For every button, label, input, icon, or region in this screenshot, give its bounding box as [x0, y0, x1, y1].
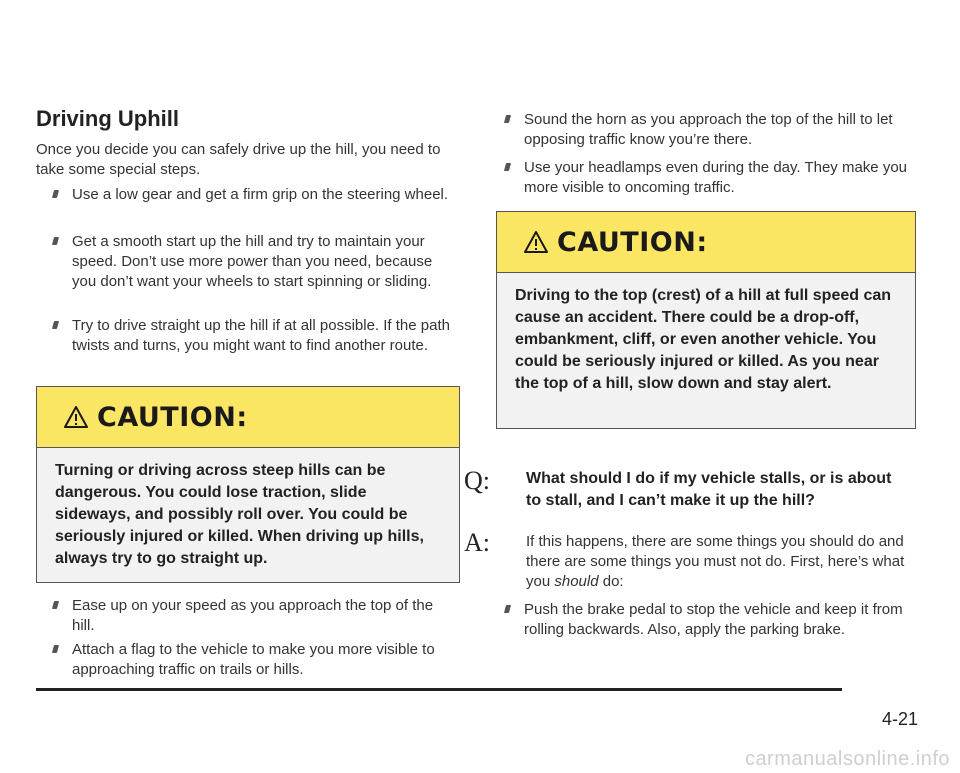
list-item-text: Push the brake pedal to stop the vehicle and keep it from rolling backwards. Also, apply the parking brake.: [524, 601, 903, 638]
list-item: [524, 600, 914, 640]
answer-emphasis: should: [554, 573, 599, 590]
caution-header: [37, 387, 459, 448]
list-item: [72, 185, 452, 205]
page-number: 4-21: [881, 709, 918, 729]
caution-text: Turning or driving across steep hills can be dangerous. You could lose traction, slide sideways, and possibly roll over. You could be seriously injured or killed. When driving up hills, always try to go straight up.: [55, 462, 424, 567]
caution-text: Driving to the top (crest) of a hill at full speed can cause an accident. There could be a drop-off, embankment, cliff, or even another vehicle. You could be seriously injured or killed. As you near the top of a hill, slow down and stay alert.: [515, 287, 892, 392]
question-text: What should I do if my vehicle stalls, or is about to stall, and I can’t make it up the hill?: [526, 470, 892, 509]
warning-triangle-icon: [523, 230, 549, 254]
bullet-icon: [52, 644, 59, 654]
list-item: [72, 232, 452, 292]
watermark: carmanualsonline.info: [744, 748, 950, 770]
bullet-icon: [52, 189, 59, 199]
warning-triangle-icon: [63, 405, 89, 429]
list-item-text: Use your headlamps even during the day. They make you more visible to oncoming traffic.: [524, 159, 907, 196]
bullet-icon: [504, 114, 511, 124]
caution-label: CAUTION:: [557, 226, 708, 258]
section-title: Driving Uphill: [36, 106, 179, 131]
bullet-icon: [504, 604, 511, 614]
answer-tail: do:: [598, 573, 624, 590]
answer-marker: A:: [464, 528, 490, 557]
question-marker: Q:: [464, 466, 490, 495]
bullet-icon: [52, 236, 59, 246]
list-item-text: Ease up on your speed as you approach the top of the hill.: [72, 597, 434, 634]
list-item: [524, 110, 914, 150]
list-item-text: Sound the horn as you approach the top of the hill to let opposing traffic know you’re there.: [524, 111, 893, 148]
list-item-text: Try to drive straight up the hill if at all possible. If the path twists and turns, you might want to find another route.: [72, 317, 450, 354]
bullet-icon: [52, 600, 59, 610]
bullet-icon: [504, 162, 511, 172]
footer-rule: [36, 688, 842, 691]
list-item-text: Attach a flag to the vehicle to make you more visible to approaching traffic on trails or hills.: [72, 641, 435, 678]
intro-paragraph: Once you decide you can safely drive up the hill, you need to take some special steps.: [36, 141, 441, 178]
caution-header: [497, 212, 915, 273]
list-item-text: Use a low gear and get a firm grip on the steering wheel.: [72, 186, 449, 203]
list-item: [72, 640, 452, 680]
list-item: [524, 158, 914, 198]
bullet-icon: [52, 320, 59, 330]
answer-text: [526, 532, 906, 592]
list-item: [72, 316, 452, 356]
caution-box: [36, 386, 460, 583]
list-item-text: Get a smooth start up the hill and try to maintain your speed. Don’t use more power than you need, because you don’t want your wheels to start spinning or sliding.: [72, 233, 433, 290]
list-item: [72, 596, 452, 636]
caution-box: [496, 211, 916, 429]
caution-label: CAUTION:: [97, 401, 248, 433]
answer-lead: If this happens, there are some things you should do and there are some things you must not do. First, here’s what you: [526, 533, 905, 590]
